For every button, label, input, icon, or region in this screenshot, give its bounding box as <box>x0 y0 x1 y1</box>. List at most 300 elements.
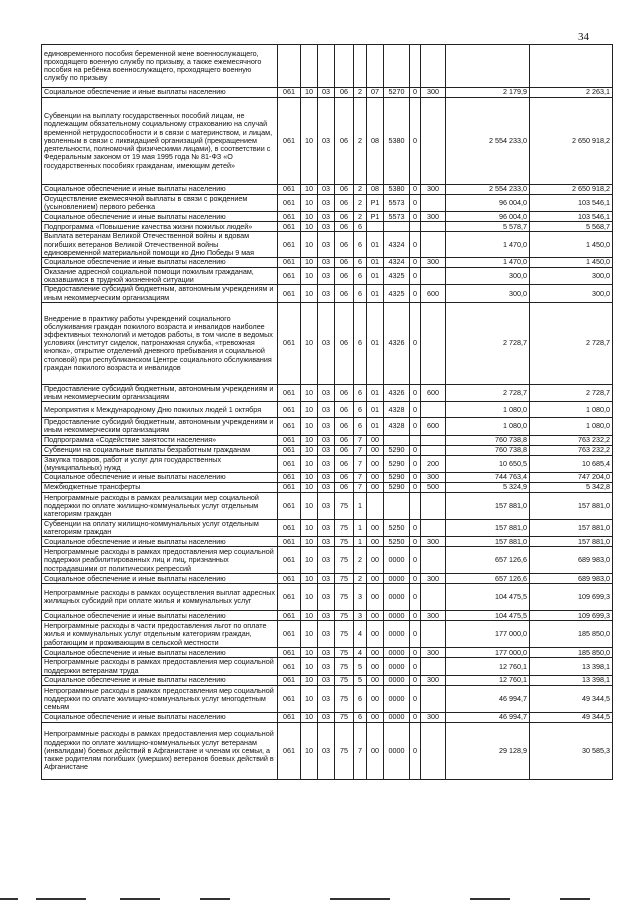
code-cell: 03 <box>318 268 335 285</box>
code-cell: 03 <box>318 520 335 537</box>
code-cell: 5290 <box>384 455 410 472</box>
table-row <box>42 185 613 195</box>
code-cell: 10 <box>301 547 318 574</box>
code-cell: 6 <box>354 712 367 722</box>
code-cell: 03 <box>318 418 335 435</box>
amount-year-2: 109 699,3 <box>530 584 613 611</box>
code-cell: 061 <box>278 268 301 285</box>
code-cell: 2 <box>354 547 367 574</box>
code-cell: 061 <box>278 418 301 435</box>
code-cell: 4326 <box>384 384 410 401</box>
code-cell: 10 <box>301 611 318 621</box>
table-row <box>42 658 613 675</box>
code-cell: 00 <box>367 483 384 493</box>
amount-year-2: 103 546,1 <box>530 212 613 222</box>
code-cell: 10 <box>301 574 318 584</box>
row-name: Субвенции на оплату жилищно-коммунальных услуг отдельным категориям граждан <box>42 520 278 537</box>
code-cell <box>421 195 446 212</box>
amount-year-1: 300,0 <box>446 285 530 302</box>
code-cell: 00 <box>367 658 384 675</box>
amount-year-2: 30 585,3 <box>530 722 613 779</box>
amount-year-1: 2 554 233,0 <box>446 98 530 185</box>
code-cell: 10 <box>301 435 318 445</box>
code-cell: 061 <box>278 473 301 483</box>
code-cell: 061 <box>278 195 301 212</box>
code-cell: 300 <box>421 473 446 483</box>
code-cell: 1 <box>354 493 367 520</box>
code-cell: 061 <box>278 232 301 258</box>
code-cell: 00 <box>367 685 384 712</box>
code-cell: 4 <box>354 648 367 658</box>
code-cell: 4328 <box>384 402 410 418</box>
amount-year-2: 763 232,2 <box>530 445 613 455</box>
code-cell <box>421 722 446 779</box>
amount-year-1: 2 728,7 <box>446 384 530 401</box>
amount-year-1: 157 881,0 <box>446 520 530 537</box>
code-cell: 10 <box>301 402 318 418</box>
code-cell: 0000 <box>384 675 410 685</box>
code-cell: 5 <box>354 658 367 675</box>
code-cell: 061 <box>278 483 301 493</box>
code-cell: 061 <box>278 212 301 222</box>
code-cell: 01 <box>367 258 384 268</box>
code-cell <box>421 222 446 232</box>
code-cell: 6 <box>354 402 367 418</box>
code-cell: 061 <box>278 98 301 185</box>
amount-year-1: 1 080,0 <box>446 402 530 418</box>
table-row <box>42 621 613 648</box>
code-cell: 10 <box>301 537 318 547</box>
code-cell: 01 <box>367 418 384 435</box>
code-cell: 03 <box>318 648 335 658</box>
scan-artifact-line <box>0 898 640 901</box>
table-row <box>42 445 613 455</box>
code-cell: 00 <box>367 435 384 445</box>
code-cell: 061 <box>278 302 301 384</box>
code-cell: 0000 <box>384 584 410 611</box>
row-name: Социальное обеспечение и иные выплаты населению <box>42 611 278 621</box>
row-name: Социальное обеспечение и иные выплаты населению <box>42 648 278 658</box>
amount-year-1: 2 728,7 <box>446 302 530 384</box>
code-cell: 06 <box>335 384 354 401</box>
row-name: Мероприятия к Международному Дню пожилых людей 1 октября <box>42 402 278 418</box>
code-cell: 061 <box>278 402 301 418</box>
amount-year-2: 185 850,0 <box>530 621 613 648</box>
code-cell: 061 <box>278 537 301 547</box>
code-cell: 10 <box>301 621 318 648</box>
code-cell: 061 <box>278 621 301 648</box>
code-cell: 03 <box>318 222 335 232</box>
code-cell: 75 <box>335 722 354 779</box>
code-cell: 06 <box>335 455 354 472</box>
amount-year-1: 760 738,8 <box>446 445 530 455</box>
code-cell: 0 <box>410 537 421 547</box>
code-cell: 03 <box>318 611 335 621</box>
row-name: Социальное обеспечение и иные выплаты населению <box>42 675 278 685</box>
row-name: Социальное обеспечение и иные выплаты населению <box>42 537 278 547</box>
code-cell: 75 <box>335 611 354 621</box>
code-cell: 01 <box>367 402 384 418</box>
code-cell: 7 <box>354 722 367 779</box>
code-cell <box>367 45 384 88</box>
table-row <box>42 473 613 483</box>
code-cell: 10 <box>301 285 318 302</box>
table-row <box>42 722 613 779</box>
code-cell: 600 <box>421 285 446 302</box>
amount-year-1: 1 080,0 <box>446 418 530 435</box>
code-cell: 061 <box>278 658 301 675</box>
table-row <box>42 285 613 302</box>
row-name: Субвенции на социальные выплаты безработным гражданам <box>42 445 278 455</box>
code-cell: 061 <box>278 574 301 584</box>
code-cell: 600 <box>421 384 446 401</box>
amount-year-2: 2 263,1 <box>530 88 613 98</box>
code-cell: 06 <box>335 483 354 493</box>
code-cell: 10 <box>301 658 318 675</box>
code-cell: 10 <box>301 232 318 258</box>
amount-year-1: 300,0 <box>446 268 530 285</box>
amount-year-2: 157 881,0 <box>530 493 613 520</box>
amount-year-1: 5 324,9 <box>446 483 530 493</box>
code-cell: 75 <box>335 675 354 685</box>
code-cell <box>421 520 446 537</box>
table-row <box>42 418 613 435</box>
table-row <box>42 222 613 232</box>
code-cell <box>354 45 367 88</box>
code-cell: 06 <box>335 98 354 185</box>
code-cell: 03 <box>318 473 335 483</box>
code-cell: 6 <box>354 222 367 232</box>
code-cell: 06 <box>335 418 354 435</box>
row-name: Оказание адресной социальной помощи пожилым гражданам, оказавшимся в трудной жизненной ситуации <box>42 268 278 285</box>
code-cell: 00 <box>367 445 384 455</box>
code-cell <box>384 45 410 88</box>
code-cell: 6 <box>354 285 367 302</box>
amount-year-2: 103 546,1 <box>530 195 613 212</box>
code-cell: 10 <box>301 195 318 212</box>
code-cell: 0000 <box>384 648 410 658</box>
code-cell <box>384 493 410 520</box>
row-name: Подпрограмма «Повышение качества жизни пожилых людей» <box>42 222 278 232</box>
code-cell: 5573 <box>384 212 410 222</box>
code-cell: 061 <box>278 685 301 712</box>
code-cell: 4324 <box>384 258 410 268</box>
code-cell: 06 <box>335 302 354 384</box>
code-cell: 6 <box>354 268 367 285</box>
code-cell: 00 <box>367 455 384 472</box>
code-cell <box>421 584 446 611</box>
table-row <box>42 455 613 472</box>
code-cell: 4 <box>354 621 367 648</box>
code-cell <box>421 493 446 520</box>
code-cell: 7 <box>354 483 367 493</box>
code-cell: 0 <box>410 232 421 258</box>
amount-year-2: 300,0 <box>530 268 613 285</box>
code-cell: 75 <box>335 574 354 584</box>
code-cell <box>421 621 446 648</box>
code-cell: 5250 <box>384 537 410 547</box>
code-cell: 4325 <box>384 268 410 285</box>
code-cell: Р1 <box>367 195 384 212</box>
code-cell: 600 <box>421 418 446 435</box>
amount-year-2: 2 728,7 <box>530 302 613 384</box>
code-cell: 06 <box>335 473 354 483</box>
code-cell: 5573 <box>384 195 410 212</box>
table-row <box>42 195 613 212</box>
code-cell: 03 <box>318 621 335 648</box>
code-cell <box>278 45 301 88</box>
code-cell: 5270 <box>384 88 410 98</box>
code-cell <box>421 547 446 574</box>
code-cell <box>421 445 446 455</box>
code-cell <box>421 268 446 285</box>
amount-year-2: 5 342,8 <box>530 483 613 493</box>
row-name: Выплата ветеранам Великой Отечественной войны и вдовам погибших ветеранов Великой Отечественной войны единовременной материальной помощи ко Дню Победы 9 мая <box>42 232 278 258</box>
code-cell: 0 <box>410 722 421 779</box>
code-cell: 2 <box>354 212 367 222</box>
row-name: Подпрограмма «Содействие занятости населения» <box>42 435 278 445</box>
code-cell: 300 <box>421 574 446 584</box>
code-cell: 00 <box>367 574 384 584</box>
code-cell: 5290 <box>384 483 410 493</box>
code-cell: 01 <box>367 232 384 258</box>
code-cell: 10 <box>301 685 318 712</box>
code-cell: 10 <box>301 418 318 435</box>
code-cell: 06 <box>335 258 354 268</box>
row-name: Закупка товаров, работ и услуг для государственных (муниципальных) нужд <box>42 455 278 472</box>
code-cell <box>410 222 421 232</box>
row-name: Предоставление субсидий бюджетным, автономным учреждениям и иным некоммерческим организациям <box>42 384 278 401</box>
row-name: Социальное обеспечение и иные выплаты населению <box>42 258 278 268</box>
table-row <box>42 648 613 658</box>
code-cell: 0 <box>410 98 421 185</box>
code-cell: 00 <box>367 712 384 722</box>
code-cell: 01 <box>367 384 384 401</box>
code-cell: 5 <box>354 675 367 685</box>
row-name: Непрограммные расходы в части предоставления льгот по оплате жилья и коммунальных услуг отдельным категориям граждан, работающим и проживающим в сельской местности <box>42 621 278 648</box>
table-row <box>42 98 613 185</box>
amount-year-2: 157 881,0 <box>530 520 613 537</box>
table-row <box>42 435 613 445</box>
budget-table <box>41 44 613 780</box>
code-cell: 03 <box>318 302 335 384</box>
code-cell: 00 <box>367 584 384 611</box>
row-name: Социальное обеспечение и иные выплаты населению <box>42 212 278 222</box>
code-cell: 10 <box>301 98 318 185</box>
amount-year-1: 760 738,8 <box>446 435 530 445</box>
code-cell: 10 <box>301 88 318 98</box>
amount-year-1: 96 004,0 <box>446 195 530 212</box>
code-cell: 06 <box>335 268 354 285</box>
code-cell: 2 <box>354 88 367 98</box>
code-cell: 061 <box>278 648 301 658</box>
code-cell: 0 <box>410 685 421 712</box>
code-cell: 0 <box>410 418 421 435</box>
code-cell: 0000 <box>384 712 410 722</box>
code-cell: 03 <box>318 483 335 493</box>
table-row <box>42 712 613 722</box>
row-name: Субвенции на выплату государственных пособий лицам, не подлежащим обязательному социальному страхованию на случай временной нетрудоспособности и в связи с материнством, и лицам, уволенным в связи с ликвидацией организаций (прекращением деятельности, полномочий физическими лицами), в соответствии с Федеральным законом от 19 мая 1995 года № 81-ФЗ «О государственных пособиях гражданам, имеющим детей» <box>42 98 278 185</box>
amount-year-1: 2 179,9 <box>446 88 530 98</box>
amount-year-2: 185 850,0 <box>530 648 613 658</box>
table-row <box>42 258 613 268</box>
amount-year-1: 46 994,7 <box>446 712 530 722</box>
code-cell: 03 <box>318 435 335 445</box>
amount-year-2: 2 650 918,2 <box>530 185 613 195</box>
amount-year-2 <box>530 45 613 88</box>
amount-year-1: 744 763,4 <box>446 473 530 483</box>
code-cell: 03 <box>318 455 335 472</box>
code-cell: 0 <box>410 185 421 195</box>
code-cell: 10 <box>301 258 318 268</box>
table-row <box>42 483 613 493</box>
amount-year-1: 1 470,0 <box>446 258 530 268</box>
amount-year-1: 104 475,5 <box>446 584 530 611</box>
code-cell: 10 <box>301 493 318 520</box>
code-cell: 03 <box>318 258 335 268</box>
code-cell: 0 <box>410 584 421 611</box>
code-cell: 5250 <box>384 520 410 537</box>
code-cell <box>421 98 446 185</box>
code-cell <box>367 493 384 520</box>
code-cell: 061 <box>278 222 301 232</box>
row-name: Осуществление ежемесячной выплаты в связи с рождением (усыновлением) первого ребенка <box>42 195 278 212</box>
code-cell: 03 <box>318 212 335 222</box>
code-cell: 75 <box>335 547 354 574</box>
code-cell: 06 <box>335 185 354 195</box>
code-cell: 0 <box>410 384 421 401</box>
amount-year-2: 157 881,0 <box>530 537 613 547</box>
code-cell <box>421 45 446 88</box>
amount-year-2: 689 983,0 <box>530 574 613 584</box>
row-name: Социальное обеспечение и иные выплаты населению <box>42 712 278 722</box>
code-cell: 0 <box>410 621 421 648</box>
code-cell: 75 <box>335 648 354 658</box>
code-cell <box>421 232 446 258</box>
code-cell: 061 <box>278 547 301 574</box>
code-cell: 300 <box>421 611 446 621</box>
code-cell: Р1 <box>367 212 384 222</box>
code-cell <box>421 435 446 445</box>
code-cell: 75 <box>335 493 354 520</box>
code-cell: 06 <box>335 195 354 212</box>
code-cell <box>335 45 354 88</box>
table-row <box>42 584 613 611</box>
row-name: Непрограммные расходы в рамках предоставления мер социальной поддержки по оплате жилищно-коммунальных услуг ветеранам (инвалидам) боевых действий в Афганистане и членам их семьи, а также родителям погибших (умерших) ветеранов боевых действий в Афганистане <box>42 722 278 779</box>
amount-year-1: 157 881,0 <box>446 537 530 547</box>
amount-year-1: 104 475,5 <box>446 611 530 621</box>
code-cell: 061 <box>278 493 301 520</box>
code-cell: 3 <box>354 584 367 611</box>
code-cell: 300 <box>421 212 446 222</box>
code-cell: 03 <box>318 547 335 574</box>
code-cell: 00 <box>367 675 384 685</box>
code-cell <box>384 222 410 232</box>
code-cell: 061 <box>278 584 301 611</box>
row-name: Межбюджетные трансферты <box>42 483 278 493</box>
amount-year-2: 5 568,7 <box>530 222 613 232</box>
code-cell: 0000 <box>384 611 410 621</box>
code-cell: 0 <box>410 712 421 722</box>
amount-year-1: 46 994,7 <box>446 685 530 712</box>
amount-year-1: 177 000,0 <box>446 621 530 648</box>
code-cell: 0000 <box>384 658 410 675</box>
code-cell: 0 <box>410 455 421 472</box>
code-cell: 2 <box>354 98 367 185</box>
table-row <box>42 537 613 547</box>
amount-year-2: 1 080,0 <box>530 418 613 435</box>
code-cell: 0000 <box>384 621 410 648</box>
table-row <box>42 574 613 584</box>
code-cell: 10 <box>301 268 318 285</box>
code-cell: 10 <box>301 384 318 401</box>
code-cell: 6 <box>354 418 367 435</box>
code-cell: 75 <box>335 537 354 547</box>
code-cell: 06 <box>335 88 354 98</box>
page-number: 34 <box>578 31 589 43</box>
code-cell: 0000 <box>384 722 410 779</box>
code-cell: 0 <box>410 574 421 584</box>
code-cell: 03 <box>318 285 335 302</box>
code-cell: 0000 <box>384 574 410 584</box>
code-cell: 75 <box>335 658 354 675</box>
code-cell: 00 <box>367 537 384 547</box>
code-cell: 0 <box>410 675 421 685</box>
code-cell: 3 <box>354 611 367 621</box>
code-cell: 06 <box>335 212 354 222</box>
code-cell: 061 <box>278 185 301 195</box>
code-cell: 061 <box>278 435 301 445</box>
code-cell: 00 <box>367 621 384 648</box>
code-cell <box>367 222 384 232</box>
code-cell: 10 <box>301 675 318 685</box>
amount-year-1 <box>446 45 530 88</box>
code-cell: 0 <box>410 88 421 98</box>
amount-year-2: 300,0 <box>530 285 613 302</box>
code-cell: 0 <box>410 285 421 302</box>
code-cell: 75 <box>335 520 354 537</box>
amount-year-2: 747 204,0 <box>530 473 613 483</box>
amount-year-2: 13 398,1 <box>530 658 613 675</box>
code-cell: 0 <box>410 212 421 222</box>
amount-year-1: 1 470,0 <box>446 232 530 258</box>
row-name: Непрограммные расходы в рамках осуществления выплат адресных жилищных субсидий при оплате жилья и коммунальных услуг <box>42 584 278 611</box>
code-cell: 6 <box>354 384 367 401</box>
table-row <box>42 402 613 418</box>
code-cell: 10 <box>301 302 318 384</box>
amount-year-1: 96 004,0 <box>446 212 530 222</box>
code-cell <box>410 435 421 445</box>
code-cell: 5380 <box>384 185 410 195</box>
code-cell: 06 <box>335 402 354 418</box>
code-cell: 061 <box>278 258 301 268</box>
code-cell: 00 <box>367 611 384 621</box>
code-cell: 03 <box>318 445 335 455</box>
code-cell: 6 <box>354 232 367 258</box>
code-cell: 0 <box>410 445 421 455</box>
code-cell <box>421 402 446 418</box>
code-cell: 03 <box>318 574 335 584</box>
row-name: Социальное обеспечение и иные выплаты населению <box>42 473 278 483</box>
code-cell: 6 <box>354 258 367 268</box>
code-cell: 06 <box>335 232 354 258</box>
code-cell: 4324 <box>384 232 410 258</box>
code-cell: 03 <box>318 98 335 185</box>
code-cell: 1 <box>354 537 367 547</box>
table-row <box>42 547 613 574</box>
code-cell: 7 <box>354 455 367 472</box>
code-cell: 07 <box>367 88 384 98</box>
